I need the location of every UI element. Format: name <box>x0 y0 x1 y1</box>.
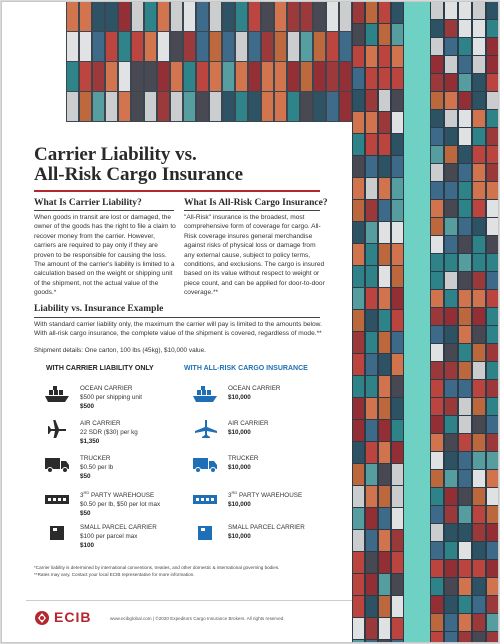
truck-icon <box>44 455 70 473</box>
container-photo-right <box>352 2 404 643</box>
parcel-icon <box>44 524 70 542</box>
truck-icon <box>192 455 218 473</box>
ship-icon <box>192 385 218 403</box>
page-title: Carrier Liability vs. All-Risk Cargo Insurance <box>34 144 244 185</box>
example-rule <box>34 317 320 318</box>
footnote-rates: **Rates may vary. Contact your local ECIB representative for more information. <box>34 572 195 577</box>
example-heading: Liability vs. Insurance Example <box>34 304 164 314</box>
carrier-liability-body: When goods in transit are lost or damaged, the owner of the goods has the right to file a claim to recover money from the carrier. However, carriers are required to pay only if they are proven to be responsible for causing the loss. The amount of the carrier's liability is limited to a calculation based on the weight or shipping unit of the shipment, not the actual value of the goods.* <box>34 214 176 297</box>
shipment-details: Shipment details: One carton, 100 lbs (45kg), $10,000 value. <box>34 347 206 354</box>
ecib-logo <box>34 608 104 628</box>
footnote-carrier: *Carrier liability is determined by international conventions, treaties, and other domestic & international governing bodies. <box>34 565 280 570</box>
footer-divider <box>26 600 352 601</box>
all-risk-body: "All-Risk" insurance is the broadest, most comprehensive form of coverage for cargo. All-Risk coverage insures general merchandise against risks of physical loss or damage from any external cause, subject to policy terms, conditions, and exclusions. The cargo is insured based on its value without respect to weight or piece count, and can be applied for door-to-door coverage.** <box>184 214 325 297</box>
teal-accent-strip <box>404 2 499 643</box>
logo-text: ECIB <box>54 609 92 625</box>
logo-mark-icon <box>34 610 50 626</box>
carrier-liability-heading: What Is Carrier Liability? <box>34 198 142 208</box>
airplane-icon <box>192 420 218 438</box>
carrier-liability-list-heading: WITH CARRIER LIABILITY ONLY <box>46 365 154 372</box>
all-risk-heading: What Is All-Risk Cargo Insurance? <box>184 198 328 208</box>
flyer-page: Carrier Liability vs. All-Risk Cargo Insurance What Is Carrier Liability? When goods in transit are lost or damaged, the owner of the goods has the right to file a claim to recover money from the carrier. However, carriers are required to pay only if they are proven to be responsible for causing the loss. The amount of the carrier's liability is limited to a calculation based on the weight or shipping unit of the shipment, not the actual value of the goods.* What Is All-Risk Cargo Insurance? "All-Risk" insurance is the broadest, most comprehensive form of coverage for cargo. All-Risk coverage insures general merchandise against risks of physical loss or damage from any external cause, subject to policy terms, conditions, and exclusions. The cargo is insured based on its value without respect to weight or piece count, and can be applied for door-to-door coverage.** Liability vs. Insurance Example With standard carrier liability only, the maximum the carrier will pay is limited to the amounts below. With all-risk cargo insurance, the complete value of the shipment is covered, regardless of mode.** Shipment details: One carton, 100 lbs (45kg), $10,000 value. WITH CARRIER LIABILITY ONLY WITH ALL-RISK CARGO INSURANCE OCEAN CARRIER $500 per shipping unit $500 AIR CARRIER 22 SDR ($30) per kg $1,350 TRUCKER $0.50 per lb $50 3RD PARTY WAREHOUSE $0.50 per lb, $50 per lot max $50 SMALL PARCEL CARRIER $100 per parcel max $100 OCEAN CARRIER $10,000 AIR CARRIER $10,000 TRUCKER $10,000 3RD PARTY WAREHOUSE $10,000 SMALL PARCEL CARRIER $10,000 *Carrier liability is determined by international conventions, treaties, and other domestic & international governing bodies. **Rates may vary. Contact your local ECIB representative for more information. ECIB www.ecibglobal.com | ©2020 Expeditors Cargo Insurance Brokers. All rights reserved. <box>1 1 499 643</box>
warehouse-icon <box>44 489 70 507</box>
example-intro: With standard carrier liability only, the maximum the carrier will pay is limited to the amounts below. With all-risk cargo insurance, the complete value of the shipment is covered, regardless of mode.** <box>34 321 322 338</box>
copyright-line: www.ecibglobal.com | ©2020 Expeditors Cargo Insurance Brokers. All rights reserved. <box>110 616 285 621</box>
container-photo-top <box>66 2 352 122</box>
airplane-icon <box>44 420 70 438</box>
insurance-list-heading: WITH ALL-RISK CARGO INSURANCE <box>184 365 308 372</box>
all-risk-rule <box>184 210 320 211</box>
warehouse-icon <box>192 489 218 507</box>
title-divider <box>34 190 320 192</box>
parcel-icon <box>192 524 218 542</box>
ship-icon <box>44 385 70 403</box>
carrier-liability-rule <box>34 210 174 211</box>
